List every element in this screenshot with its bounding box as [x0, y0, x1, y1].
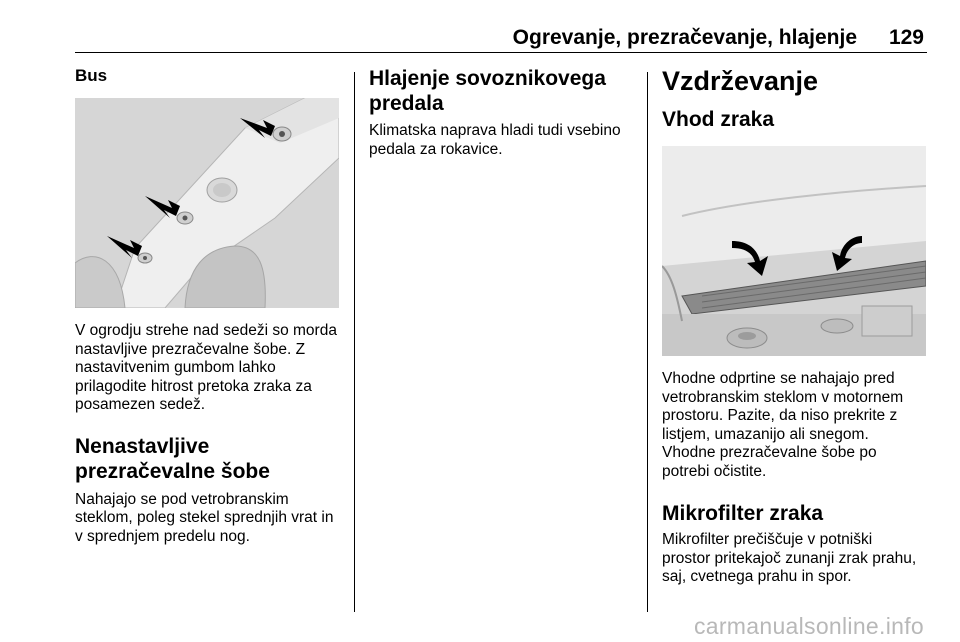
paragraph-adjustable-vents: V ogrodju strehe nad sedeži so morda nastavljive prezračevalne šobe. Z nastavitvenim gumbom lahko prilagodite hitrost pretoka zraka za posamezen sedež. [75, 322, 337, 413]
column-divider-2 [647, 72, 648, 612]
paragraph-glovebox-cooling: Klimatska naprava hladi tudi vsebino pedala za rokavice. [369, 122, 621, 158]
column-3 [662, 66, 928, 587]
column-1 [75, 66, 341, 546]
paragraph-pollen-filter: Mikrofilter prečiščuje v potniški prostor pritekajoč zunanji zrak prahu, saj, cvetnega prahu in spor. [662, 531, 917, 585]
header-title: Ogrevanje, prezračevanje, hlajenje [512, 26, 857, 49]
watermark: carmanualsonline.info [693, 613, 924, 639]
header-rule [75, 52, 927, 53]
air-inlet-illustration [662, 146, 926, 356]
section-title-maintenance: Vzdrževanje [662, 66, 819, 96]
heading-glovebox-cooling: Hlajenje sovoznikovega predala [369, 67, 606, 115]
heading-pollen-filter: Mikrofilter zraka [662, 502, 824, 525]
column-2 [369, 66, 635, 159]
heading-non-adjustable-vents: Nenastavljive prezračevalne šobe [75, 434, 270, 483]
heading-air-inlet: Vhod zraka [662, 108, 775, 131]
section-label-bus: Bus [75, 66, 108, 85]
page-number: 129 [888, 26, 924, 49]
column-divider-1 [354, 72, 355, 612]
paragraph-non-adjustable-vents: Nahajajo se pod vetrobranskim steklom, poleg stekel sprednjih vrat in v sprednjem predelu nog. [75, 490, 334, 545]
roof-vents-illustration [75, 98, 339, 308]
paragraph-air-inlet: Vhodne odprtine se nahajajo pred vetrobranskim steklom v motornem prostoru. Pazite, da niso prekrite z listjem, umazanijo ali snegom. Vhodne prezračevalne šobe po potrebi očistite. [662, 370, 904, 480]
